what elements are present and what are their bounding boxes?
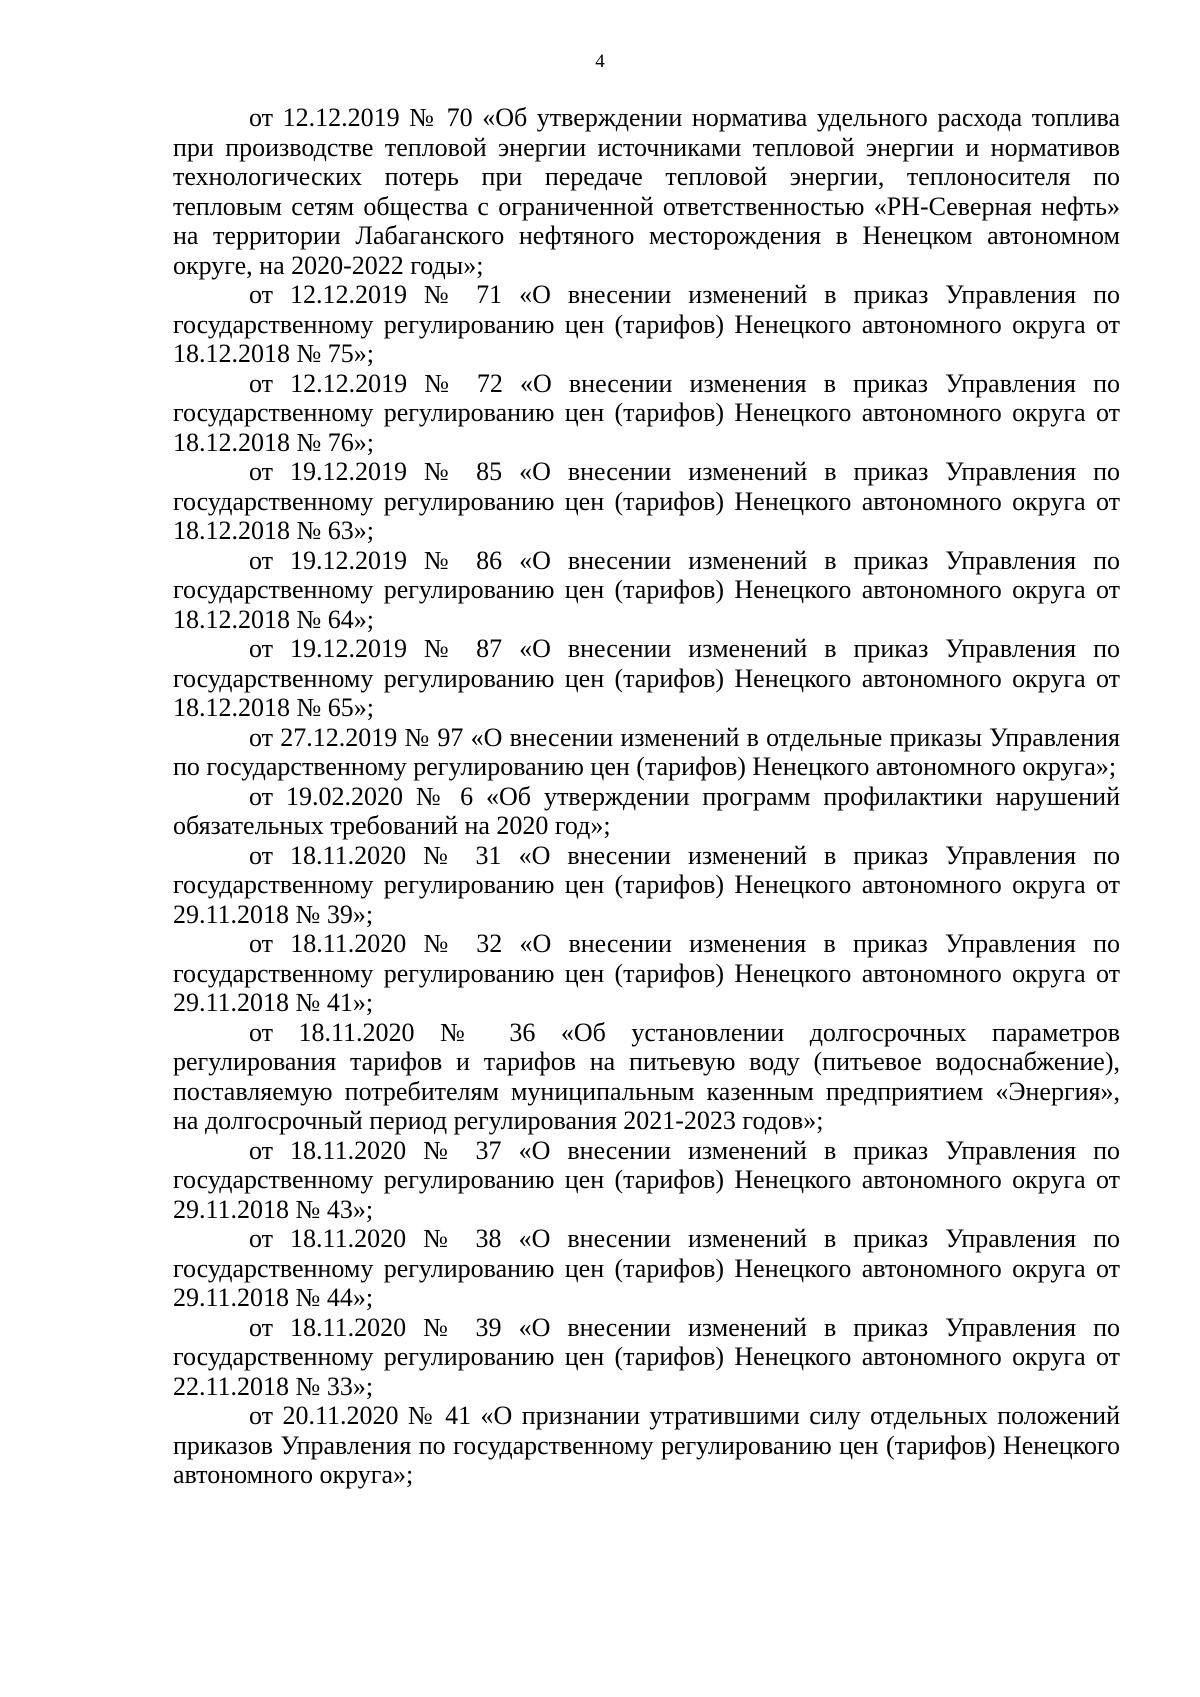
order-list-item: от 18.11.2020 № 38 «О внесении изменений в приказ Управления по государственному регулированию цен (тарифов) Ненецкого автономного округа от 29.11.2018 № 44»; (173, 1224, 1120, 1312)
order-list-item: от 19.12.2019 № 87 «О внесении изменений в приказ Управления по государственному регулированию цен (тарифов) Ненецкого автономного округа от 18.12.2018 № 65»; (173, 634, 1120, 722)
order-list-item: от 12.12.2019 № 71 «О внесении изменений в приказ Управления по государственному регулированию цен (тарифов) Ненецкого автономного округа от 18.12.2018 № 75»; (173, 280, 1120, 368)
order-list-item: от 27.12.2019 № 97 «О внесении изменений в отдельные приказы Управления по государственному регулированию цен (тарифов) Ненецкого автономного округа»; (173, 722, 1120, 781)
order-list-item: от 18.11.2020 № 31 «О внесении изменений в приказ Управления по государственному регулированию цен (тарифов) Ненецкого автономного округа от 29.11.2018 № 39»; (173, 840, 1120, 929)
order-list-item: от 18.11.2020 № 37 «О внесении изменений в приказ Управления по государственному регулированию цен (тарифов) Ненецкого автономного округа от 29.11.2018 № 43»; (173, 1135, 1120, 1224)
order-list-item: от 12.12.2019 № 72 «О внесении изменения в приказ Управления по государственному регулированию цен (тарифов) Ненецкого автономного округа от 18.12.2018 № 76»; (173, 368, 1120, 457)
order-list-item: от 19.12.2019 № 85 «О внесении изменений в приказ Управления по государственному регулированию цен (тарифов) Ненецкого автономного округа от 18.12.2018 № 63»; (173, 457, 1120, 545)
order-list-item: от 20.11.2020 № 41 «О признании утратившими силу отдельных положений приказов Управления по государственному регулированию цен (тарифов) Ненецкого автономного округа»; (173, 1401, 1120, 1489)
order-list-item: от 18.11.2020 № 36 «Об установлении долгосрочных параметров регулирования тарифов и тарифов на питьевую воду (питьевое водоснабжение), поставляемую потребителям муниципальным казенным предприятием «Энергия», на долгосрочный период регулирования 2021-2023 годов»; (173, 1017, 1120, 1135)
order-list-item: от 19.12.2019 № 86 «О внесении изменений в приказ Управления по государственному регулированию цен (тарифов) Ненецкого автономного округа от 18.12.2018 № 64»; (173, 545, 1120, 634)
document-body (173, 103, 1120, 1490)
order-list-item: от 18.11.2020 № 32 «О внесении изменения в приказ Управления по государственному регулированию цен (тарифов) Ненецкого автономного округа от 29.11.2018 № 41»; (173, 929, 1120, 1017)
order-list-item: от 18.11.2020 № 39 «О внесении изменений в приказ Управления по государственному регулированию цен (тарифов) Ненецкого автономного округа от 22.11.2018 № 33»; (173, 1312, 1120, 1401)
page-number: 4 (595, 51, 605, 72)
order-list-item: от 19.02.2020 № 6 «Об утверждении программ профилактики нарушений обязательных требований на 2020 год»; (173, 781, 1120, 840)
order-list-item: от 12.12.2019 № 70 «Об утверждении норматива удельного расхода топлива при производстве тепловой энергии источниками тепловой энергии и нормативов технологических потерь при передаче тепловой энергии, теплоносителя по тепловым сетям общества с ограниченной ответственностью «РН-Северная нефть» на территории Лабаганского нефтяного месторождения в Ненецком автономном округе, на 2020-2022 годы»; (173, 103, 1120, 280)
